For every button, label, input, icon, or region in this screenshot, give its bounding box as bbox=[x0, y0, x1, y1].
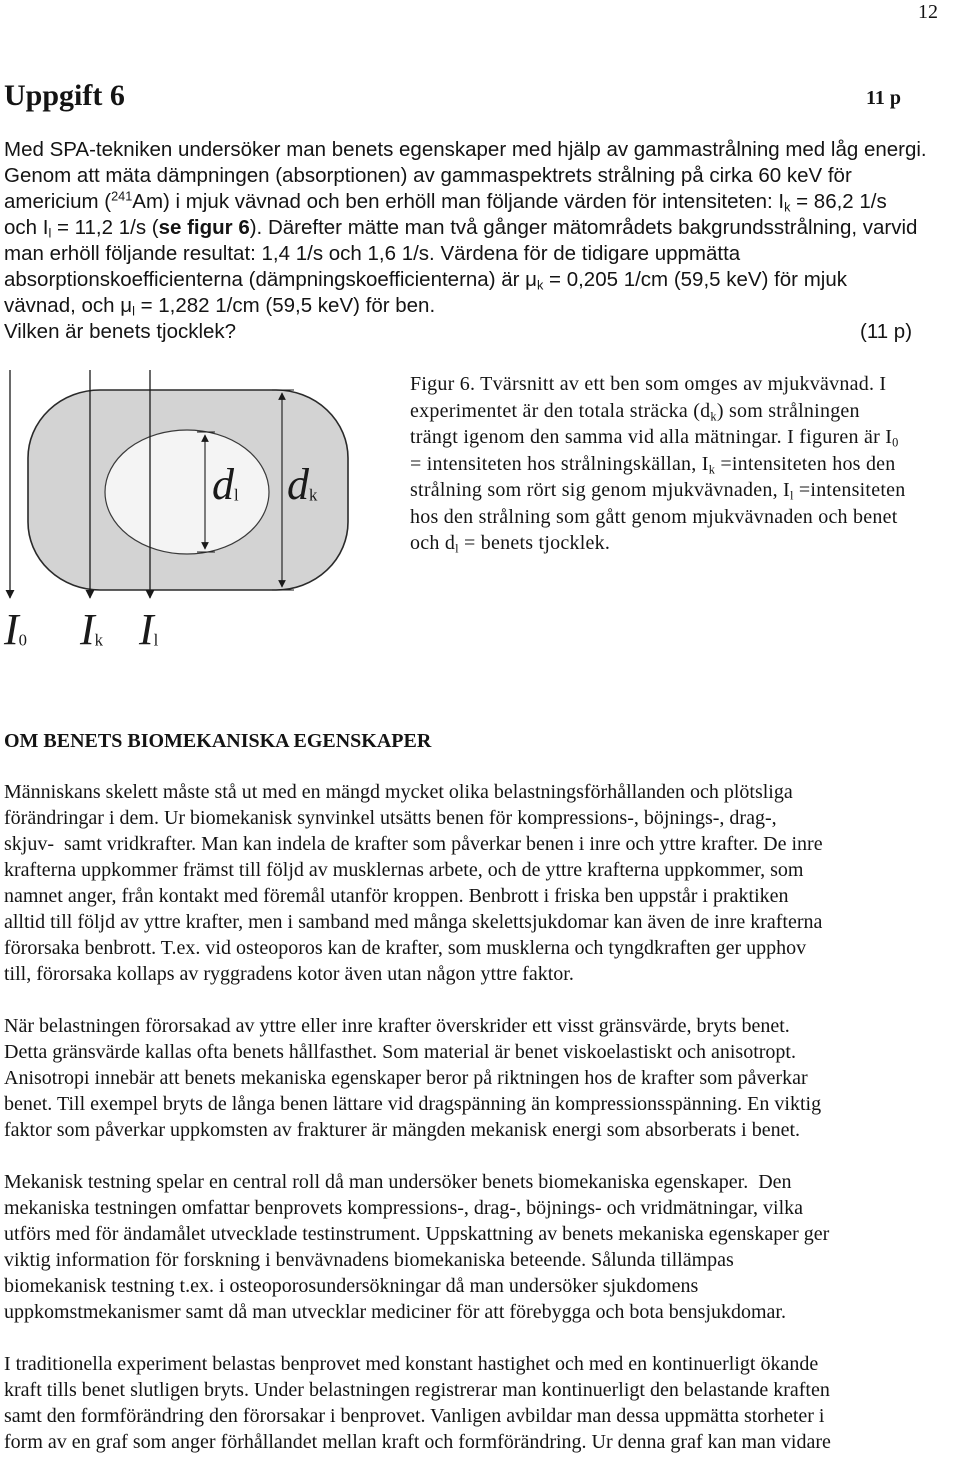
dimension-subscript: l bbox=[234, 485, 239, 505]
text-run: faktor som påverkar uppkomsten av frakturer är mängden mekanisk energi som absorberats i benet. bbox=[4, 1119, 801, 1141]
text-run: man erhöll följande resultat: 1,4 1/s och 1,6 1/s. Värdena för de tidigare uppmätta bbox=[4, 242, 741, 265]
section-paragraph bbox=[4, 1013, 956, 1143]
text-run: förändringar i dem. Ur biomekanisk synvinkel utsätts benen för kompressions-, böjnings-, drag-, bbox=[4, 807, 777, 829]
subscript: k bbox=[710, 408, 717, 423]
text-run: Med SPA-tekniken undersöker man benets egenskaper med hjälp av gammastrålning med låg energi. bbox=[4, 138, 927, 161]
section-heading: OM BENETS BIOMEKANISKA EGENSKAPER bbox=[4, 730, 432, 752]
text-run: viktig information för forskning i benvävnadens biomekaniska beteende. Sålunda tillämpas bbox=[4, 1249, 734, 1271]
beam-label-i0 bbox=[4, 605, 28, 654]
paragraph-line bbox=[4, 1351, 956, 1377]
task-points: 11 p bbox=[866, 87, 902, 109]
beam-subscript: l bbox=[153, 630, 159, 650]
caption-line bbox=[410, 398, 956, 425]
paragraph-line bbox=[4, 1117, 956, 1143]
subscript: k bbox=[536, 277, 544, 293]
text-run: När belastningen förorsakad av yttre eller inre krafter överskrider ett visst gränsvärde, bryts benet. bbox=[4, 1015, 790, 1037]
text-run: strålning som rört sig genom mjukvävnaden, I bbox=[410, 479, 790, 501]
subscript: l bbox=[789, 488, 794, 503]
paragraph-line bbox=[4, 909, 956, 935]
caption-line bbox=[410, 530, 956, 557]
paragraph-line bbox=[4, 1221, 956, 1247]
text-run: namnet anger, från kontakt med föremål utanför kroppen. Benbrott i friska ben uppstår i praktiken bbox=[4, 885, 789, 907]
subscript: k bbox=[708, 461, 716, 476]
text-run: skjuv- samt vridkrafter. Man kan indela de krafter som påverkar benen i inre och yttre krafter. De inre bbox=[4, 833, 823, 855]
bold-text: se figur 6 bbox=[158, 216, 250, 239]
text-run: Figur 6. Tvärsnitt av ett ben som omges av mjukvävnad. I bbox=[410, 373, 887, 395]
text-run: Mekanisk testning spelar en central roll då man undersöker benets biomekaniska egenskaper. Den bbox=[4, 1171, 792, 1193]
task-line bbox=[4, 267, 956, 293]
task-title: Uppgift 6 bbox=[4, 79, 125, 112]
text-run: I traditionella experiment belastas benprovet med konstant hastighet och med en kontinuerligt ökande bbox=[4, 1353, 819, 1375]
paragraph-line bbox=[4, 883, 956, 909]
dimension-subscript: k bbox=[309, 485, 318, 505]
task-line bbox=[4, 215, 956, 241]
paragraph-line bbox=[4, 857, 956, 883]
paragraph-line bbox=[4, 935, 956, 961]
paragraph-line bbox=[4, 1429, 956, 1455]
text-run: benet. Till exempel bryts de långa benen lättare vid dragspänning än kompressionsspänning. En viktig bbox=[4, 1093, 822, 1115]
beam-subscript: k bbox=[94, 630, 104, 650]
task-line bbox=[4, 189, 956, 215]
paragraph-line bbox=[4, 1377, 956, 1403]
text-run: ) som strålningen bbox=[716, 399, 860, 422]
dimension-label-dl bbox=[212, 460, 239, 509]
paragraph-line bbox=[4, 1273, 956, 1299]
text-run: experimentet är den totala sträcka (d bbox=[410, 399, 711, 422]
text-run: = 11,2 1/s ( bbox=[51, 216, 159, 239]
text-run: till, förorsaka kollaps av ryggradens kotor även utan någon yttre faktor. bbox=[4, 963, 574, 985]
beam-subscript: 0 bbox=[18, 630, 28, 650]
task-text bbox=[4, 137, 956, 319]
caption-line bbox=[410, 477, 956, 504]
paragraph-line bbox=[4, 779, 956, 805]
text-run: vävnad, och μ bbox=[4, 294, 133, 317]
text-run: absorptionskoefficienterna (dämpningskoefficienterna) är μ bbox=[4, 268, 537, 291]
beam-label-ik bbox=[80, 605, 104, 654]
text-run: Am) i mjuk vävnad och ben erhöll man följande värden för intensiteten: I bbox=[132, 190, 785, 213]
task-line bbox=[4, 293, 956, 319]
beam-symbol: I bbox=[139, 605, 154, 654]
paragraph-line bbox=[4, 1039, 956, 1065]
text-run: förorsaka benbrott. T.ex. vid osteoporos kan de krafter, som musklerna och tyngdkraften ger upphov bbox=[4, 937, 807, 959]
section-paragraph bbox=[4, 779, 956, 987]
text-run: =intensiteten bbox=[793, 479, 906, 501]
paragraph-line bbox=[4, 1247, 956, 1273]
caption-line bbox=[410, 371, 956, 398]
beam-symbol: I bbox=[80, 605, 95, 654]
figure-caption bbox=[410, 371, 956, 557]
subscript: l bbox=[132, 303, 135, 319]
paragraph-line bbox=[4, 1299, 956, 1325]
text-run: krafterna uppkommer främst till följd av musklernas arbete, och de yttre krafterna uppkommer, som bbox=[4, 859, 804, 881]
paragraph-line bbox=[4, 805, 956, 831]
text-run: kraft tills benet slutligen bryts. Under belastningen registrerar man kontinuerligt den belastande kraften bbox=[4, 1379, 830, 1401]
question-points: (11 p) bbox=[860, 320, 913, 343]
paragraph-line bbox=[4, 1195, 956, 1221]
subscript: l bbox=[455, 541, 459, 556]
text-run: trängt igenom den samma vid alla mätningar. I figuren är I bbox=[410, 426, 893, 448]
paragraph-line bbox=[4, 1013, 956, 1039]
question-text: Vilken är benets tjocklek? bbox=[4, 320, 237, 343]
text-run: form av en graf som anger förhållandet mellan kraft och formförändring. Ur denna graf kan man vidare bbox=[4, 1431, 831, 1453]
beam-symbol: I bbox=[4, 605, 19, 654]
caption-line bbox=[410, 424, 956, 451]
text-run: alltid till följd av yttre krafter, men i samband med många skelettsjukdomar kan även de inre krafterna bbox=[4, 911, 823, 933]
section-paragraph bbox=[4, 1169, 956, 1325]
task-line bbox=[4, 137, 956, 163]
text-run: hos den strålning som gått genom mjukvävnaden och benet bbox=[410, 505, 898, 528]
dimension-label-dk bbox=[287, 460, 318, 509]
text-run: utförs med för ändamålet utvecklade testinstrument. Uppskattning av benets mekaniska egenskaper ger bbox=[4, 1223, 830, 1245]
text-run: = 0,205 1/cm (59,5 keV) för mjuk bbox=[543, 268, 847, 291]
text-run: = 1,282 1/cm (59,5 keV) för ben. bbox=[134, 294, 436, 317]
text-run: och I bbox=[4, 216, 49, 239]
page-number: 12 bbox=[918, 1, 938, 23]
text-run: ). Därefter mätte man två gånger mätområdets bakgrundsstrålning, varvid bbox=[249, 216, 918, 239]
text-run: och d bbox=[410, 532, 456, 554]
text-run: Anisotropi innebär att benets mekaniska egenskaper beror på riktningen hos de krafter som påverkar bbox=[4, 1067, 808, 1089]
superscript: 241 bbox=[111, 188, 133, 204]
subscript: k bbox=[784, 199, 791, 215]
paragraph-line bbox=[4, 1065, 956, 1091]
paragraph-line bbox=[4, 1169, 956, 1195]
caption-line bbox=[410, 451, 956, 478]
bone-cross-section bbox=[105, 430, 269, 554]
dimension-symbol: d bbox=[212, 460, 234, 509]
text-run: Människans skelett måste stå ut med en mängd mycket olika belastningsförhållanden och plötsliga bbox=[4, 781, 793, 803]
caption-line bbox=[410, 504, 956, 531]
paragraph-line bbox=[4, 1091, 956, 1117]
text-run: Genom att mäta dämpningen (absorptionen) av gammaspektrets strålning på cirka 60 keV för bbox=[4, 164, 852, 187]
text-run: = benets tjocklek. bbox=[458, 532, 611, 554]
text-run: = 86,2 1/s bbox=[790, 190, 887, 213]
beam-label-il bbox=[139, 605, 159, 654]
text-run: americium ( bbox=[4, 190, 112, 213]
text-run: mekaniska testningen omfattar benprovets kompressions-, drag-, böjnings- och vridmätningar, vilka bbox=[4, 1197, 804, 1219]
text-run: biomekanisk testning t.ex. i osteoporosundersökningar då man undersöker sjukdomens bbox=[4, 1275, 699, 1297]
text-run: Detta gränsvärde kallas ofta benets hållfasthet. Som material är benet viskoelastiskt och anisotropt. bbox=[4, 1041, 796, 1063]
text-run: =intensiteten hos den bbox=[715, 452, 896, 475]
text-run: = intensiteten hos strålningskällan, I bbox=[410, 452, 709, 475]
section-paragraph bbox=[4, 1351, 956, 1455]
subscript: 0 bbox=[892, 435, 899, 450]
paragraph-line bbox=[4, 1403, 956, 1429]
section-body bbox=[4, 779, 956, 1481]
dimension-symbol: d bbox=[287, 460, 309, 509]
text-run: uppkomstmekanismer samt då man utvecklar mediciner för att förebygga och bota bensjukdomar. bbox=[4, 1301, 786, 1323]
paragraph-line bbox=[4, 831, 956, 857]
task-line bbox=[4, 241, 956, 267]
paragraph-line bbox=[4, 961, 956, 987]
subscript: l bbox=[48, 225, 52, 241]
text-run: samt den formförändring den förorsakar i benprovet. Vanligen avbildar man dessa uppmätta storheter i bbox=[4, 1405, 825, 1427]
figure-6-drawing bbox=[0, 360, 380, 610]
task-line bbox=[4, 163, 956, 189]
